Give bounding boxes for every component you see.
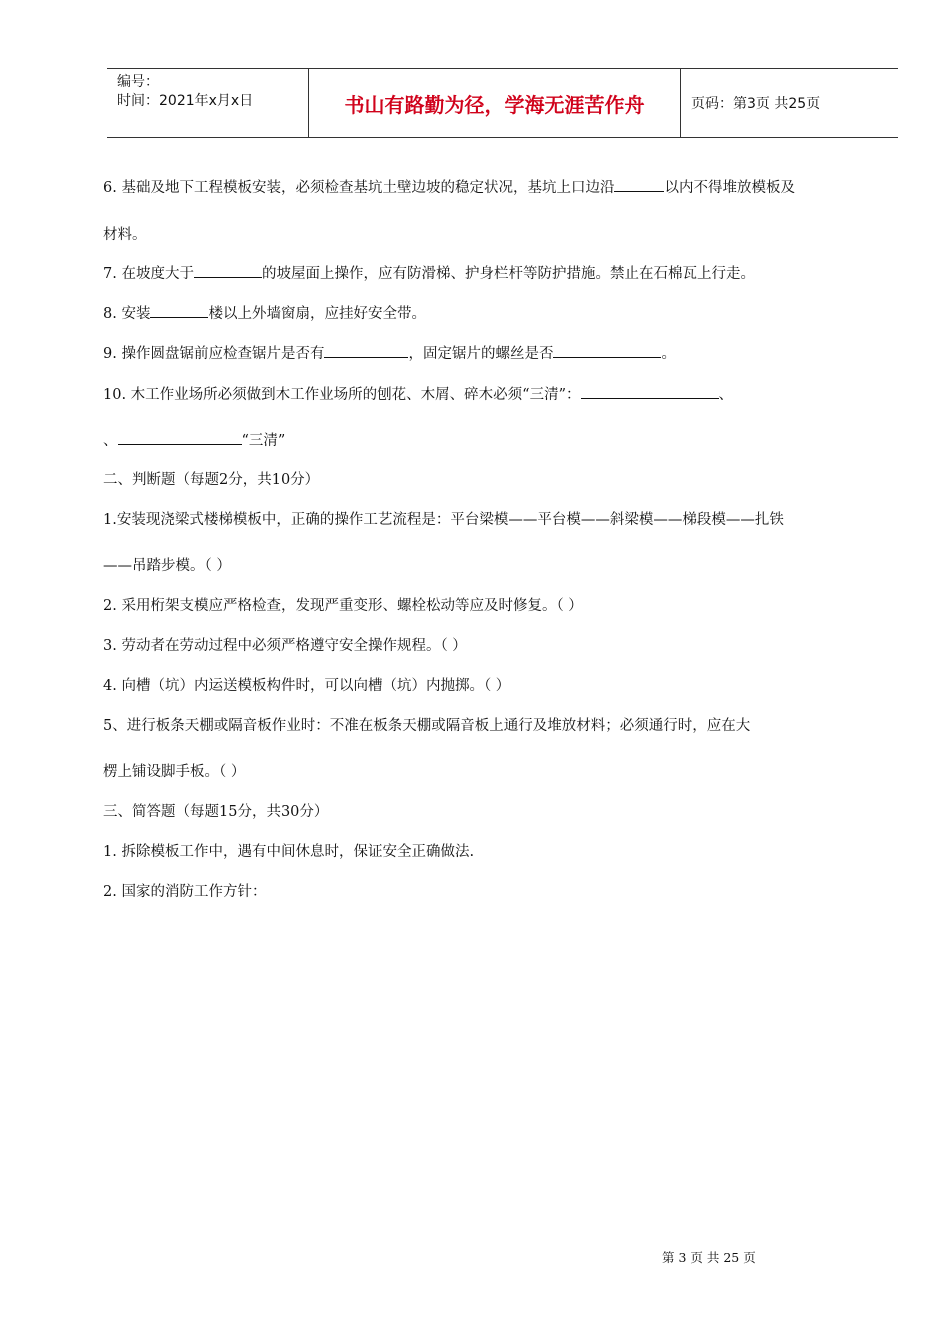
judgment-1-line-2: ——吊踏步模。（ ） xyxy=(103,558,231,574)
answer-blank xyxy=(150,303,208,318)
answer-blank xyxy=(614,177,664,192)
question-9: 9. 操作圆盘锯前应检查锯片是否有 ，固定锯片的螺丝是否 。 xyxy=(103,342,676,363)
question-10-line-1: 10. 木工作业场所必须做到木工作业场所的刨花、木屑、碎木必须“三清”： 、 xyxy=(103,383,733,404)
document-number-label: 编号： xyxy=(117,74,159,90)
question-6-line-2: 材料。 xyxy=(103,227,147,243)
section-2-title: 二、判断题（每题2分，共10分） xyxy=(103,472,320,488)
judgment-4: 4. 向槽（坑）内运送模板构件时，可以向槽（坑）内抛掷。（ ） xyxy=(103,678,511,694)
document-date-label: 时间：2021年x月x日 xyxy=(117,93,254,109)
answer-blank xyxy=(324,343,408,358)
question-8: 8. 安装 楼以上外墙窗扇，应挂好安全带。 xyxy=(103,302,426,323)
judgment-1-line-1: 1.安装现浇梁式楼梯模板中，正确的操作工艺流程是：平台梁模——平台模——斜梁模——梯段模——扎铁 xyxy=(103,512,784,528)
judgment-5-line-2: 楞上铺设脚手板。（ ） xyxy=(103,764,246,780)
question-7: 7. 在坡度大于 的坡屋面上操作，应有防滑梯、护身栏杆等防护措施。禁止在石棉瓦上行走。 xyxy=(103,262,755,283)
question-6-line-1: 6. 基础及地下工程模板安装，必须检查基坑土壁边坡的稳定状况，基坑上口边沿 以内不得堆放模板及 xyxy=(103,176,795,197)
answer-blank xyxy=(194,263,262,278)
page-footer: 第 3 页 共 25 页 xyxy=(662,1250,756,1265)
section-3-title: 三、简答题（每题15分，共30分） xyxy=(103,804,329,820)
judgment-2: 2. 采用桁架支模应严格检查，发现严重变形、螺栓松动等应及时修复。（ ） xyxy=(103,598,583,614)
question-10-line-2: 、 “三清” xyxy=(103,429,285,450)
answer-blank xyxy=(553,343,661,358)
header-left-cell xyxy=(107,69,308,137)
short-answer-2: 2. 国家的消防工作方针： xyxy=(103,884,267,900)
page-header xyxy=(107,68,898,138)
header-page-info: 页码：第3页 共25页 xyxy=(691,96,821,112)
judgment-3: 3. 劳动者在劳动过程中必须严格遵守安全操作规程。（ ） xyxy=(103,638,467,654)
short-answer-1: 1. 拆除模板工作中，遇有中间休息时，保证安全正确做法. xyxy=(103,844,475,860)
judgment-5-line-1: 5、进行板条天棚或隔音板作业时：不准在板条天棚或隔音板上通行及堆放材料；必须通行时，应在大 xyxy=(103,718,751,734)
header-motto: 书山有路勤为径，学海无涯苦作舟 xyxy=(308,69,681,137)
answer-blank xyxy=(581,384,719,399)
answer-blank xyxy=(118,430,242,445)
